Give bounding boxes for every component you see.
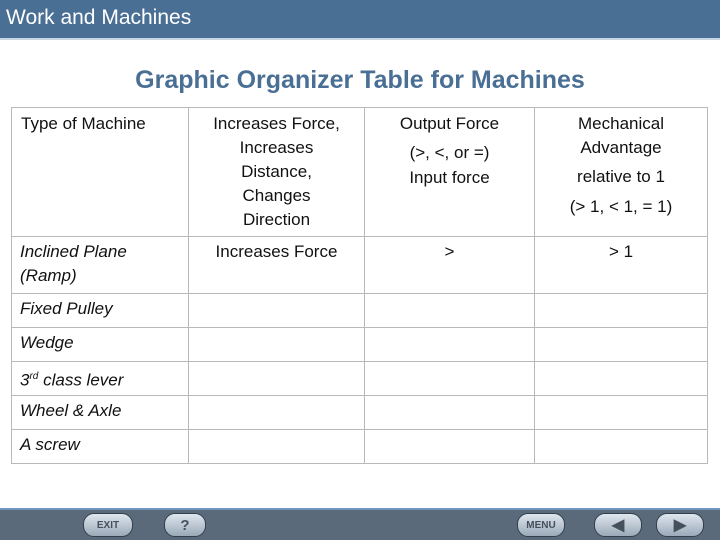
ma-cell: [535, 396, 708, 430]
header-type-of-machine: Type of Machine: [12, 108, 189, 237]
output-cell: [365, 328, 535, 362]
effect-cell: [189, 396, 365, 430]
table-row: [12, 430, 708, 464]
organizer-table: [11, 107, 708, 464]
ma-cell: [535, 430, 708, 464]
table-row: [12, 362, 708, 396]
header-divider: [0, 38, 720, 40]
effect-cell: [189, 328, 365, 362]
effect-cell: [189, 362, 365, 396]
output-cell: [365, 294, 535, 328]
machine-cell: Wedge: [12, 328, 189, 362]
machine-cell: Fixed Pulley: [12, 294, 189, 328]
machine-cell: Inclined Plane (Ramp): [12, 237, 189, 294]
header-force-distance-direction: Increases Force, Increases Distance, Changes Direction: [189, 108, 365, 237]
ma-cell: > 1: [535, 237, 708, 294]
effect-cell: [189, 294, 365, 328]
previous-button[interactable]: ◀: [594, 513, 642, 537]
output-cell: [365, 362, 535, 396]
exit-button[interactable]: EXIT: [83, 513, 133, 537]
help-button[interactable]: ?: [164, 513, 206, 537]
output-cell: [365, 396, 535, 430]
output-cell: >: [365, 237, 535, 294]
menu-button[interactable]: MENU: [517, 513, 565, 537]
effect-cell: Increases Force: [189, 237, 365, 294]
table-header-row: [12, 108, 708, 237]
ma-cell: [535, 328, 708, 362]
table-row: [12, 328, 708, 362]
header-bar: [0, 0, 720, 38]
output-cell: [365, 430, 535, 464]
ma-cell: [535, 294, 708, 328]
table-row: [12, 237, 708, 294]
effect-cell: [189, 430, 365, 464]
table-row: [12, 294, 708, 328]
table-row: [12, 396, 708, 430]
next-button[interactable]: ▶: [656, 513, 704, 537]
machine-cell: 3rd class lever: [12, 362, 189, 396]
header-output-vs-input: Output Force (>, <, or =) Input force: [365, 108, 535, 237]
machine-cell: A screw: [12, 430, 189, 464]
header-mechanical-advantage: Mechanical Advantage relative to 1 (> 1, < 1, = 1): [535, 108, 708, 237]
page-title: Graphic Organizer Table for Machines: [135, 66, 585, 94]
footer-divider: [0, 508, 720, 510]
header-title: Work and Machines: [6, 6, 192, 29]
ma-cell: [535, 362, 708, 396]
machine-cell: Wheel & Axle: [12, 396, 189, 430]
